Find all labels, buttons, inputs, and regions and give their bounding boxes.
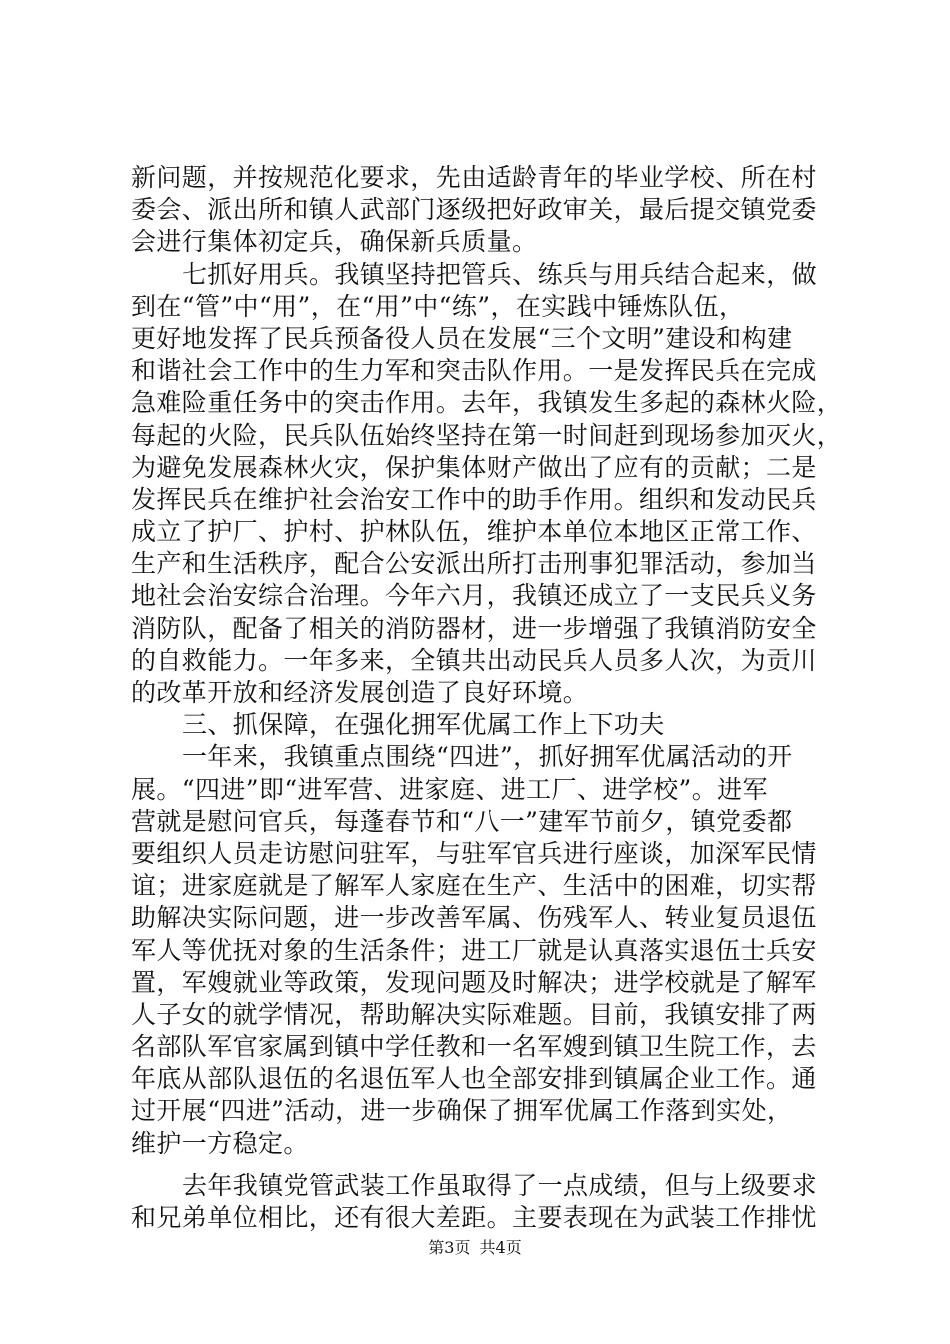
text-line: 的改革开放和经济发展创造了良好环境。 bbox=[131, 678, 589, 707]
text-line: 发挥民兵在维护社会治安工作中的助手作用。组织和发动民兵 bbox=[131, 484, 817, 514]
text-line: 新问题，并按规范化要求，先由适龄青年的毕业学校、所在村 bbox=[131, 163, 817, 192]
text-line: 急难险重任务中的突击作用。去年，我镇发生多起的森林火险， bbox=[131, 388, 843, 418]
text-line: 军人等优抚对象的生活条件；进工厂就是认真落实退伍士兵安 bbox=[131, 935, 817, 965]
section-heading: 三、抓保障，在强化拥军优属工作上下功夫 bbox=[182, 710, 665, 740]
text-line: 生产和生活秩序，配合公安派出所打击刑事犯罪活动，参加当 bbox=[131, 549, 817, 579]
page-footer bbox=[0, 1238, 950, 1258]
text-line: 会进行集体初定兵，确保新兵质量。 bbox=[131, 227, 538, 257]
page-total: 共4页 bbox=[479, 1238, 522, 1257]
text-line: 要组织人员走访慰问驻军，与驻军官兵进行座谈，加深军民情 bbox=[131, 838, 817, 868]
text-line: 成立了护厂、护村、护林队伍，维护本单位本地区正常工作、 bbox=[131, 517, 817, 547]
text-line: 和谐社会工作中的生力军和突击队作用。一是发挥民兵在完成 bbox=[131, 356, 817, 386]
paragraph-start-line: 七抓好用兵。我镇坚持把管兵、练兵与用兵结合起来，做 bbox=[182, 259, 818, 289]
text-line: 的自救能力。一年多来，全镇共出动民兵人员多人次，为贡川 bbox=[131, 645, 817, 675]
text-line: 为避免发展森林火灾，保护集体财产做出了应有的贡献；二是 bbox=[131, 452, 817, 482]
text-line: 和兄弟单位相比，还有很大差距。主要表现在为武装工作排忧 bbox=[131, 1203, 817, 1232]
text-line: 谊；进家庭就是了解军人家庭在生产、生活中的困难，切实帮 bbox=[131, 871, 817, 901]
text-line: 过开展“四进”活动，进一步确保了拥军优属工作落到实处， bbox=[131, 1096, 793, 1126]
text-line: 年底从部队退伍的名退伍军人也全部安排到镇属企业工作。通 bbox=[131, 1064, 817, 1094]
text-line: 展。“四进”即“进军营、进家庭、进工厂、进学校”。进军 bbox=[131, 774, 768, 804]
text-line: 助解决实际问题，进一步改善军属、伤残军人、转业复员退伍 bbox=[131, 903, 817, 933]
text-line: 名部队军官家属到镇中学任教和一名军嫂到镇卫生院工作，去 bbox=[131, 1032, 817, 1062]
text-line: 消防队，配备了相关的消防器材，进一步增强了我镇消防安全 bbox=[131, 613, 817, 643]
text-line: 每起的火险，民兵队伍始终坚持在第一时间赶到现场参加灭火， bbox=[131, 420, 843, 450]
text-line: 到在“管”中“用”，在“用”中“练”，在实践中锤炼队伍， bbox=[131, 291, 745, 321]
paragraph-start-line: 一年来，我镇重点围绕“四进”，抓好拥军优属活动的开 bbox=[182, 742, 793, 772]
text-line: 维护一方稳定。 bbox=[131, 1128, 309, 1158]
text-line: 营就是慰问官兵，每蓬春节和“八一”建军节前夕，镇党委都 bbox=[131, 806, 793, 836]
text-line: 更好地发挥了民兵预备役人员在发展“三个文明”建设和构建 bbox=[131, 323, 793, 353]
paragraph-start-line: 去年我镇党管武装工作虽取得了一点成绩，但与上级要求 bbox=[182, 1170, 818, 1200]
page-number: 第3页 bbox=[428, 1238, 471, 1257]
text-line: 地社会治安综合治理。今年六月，我镇还成立了一支民兵义务 bbox=[131, 581, 817, 611]
document-body bbox=[131, 162, 851, 1234]
text-line: 人子女的就学情况，帮助解决实际难题。目前，我镇安排了两 bbox=[131, 999, 817, 1029]
text-line: 委会、派出所和镇人武部门逐级把好政审关，最后提交镇党委 bbox=[131, 195, 817, 225]
text-line: 置，军嫂就业等政策，发现问题及时解决；进学校就是了解军 bbox=[131, 967, 817, 997]
